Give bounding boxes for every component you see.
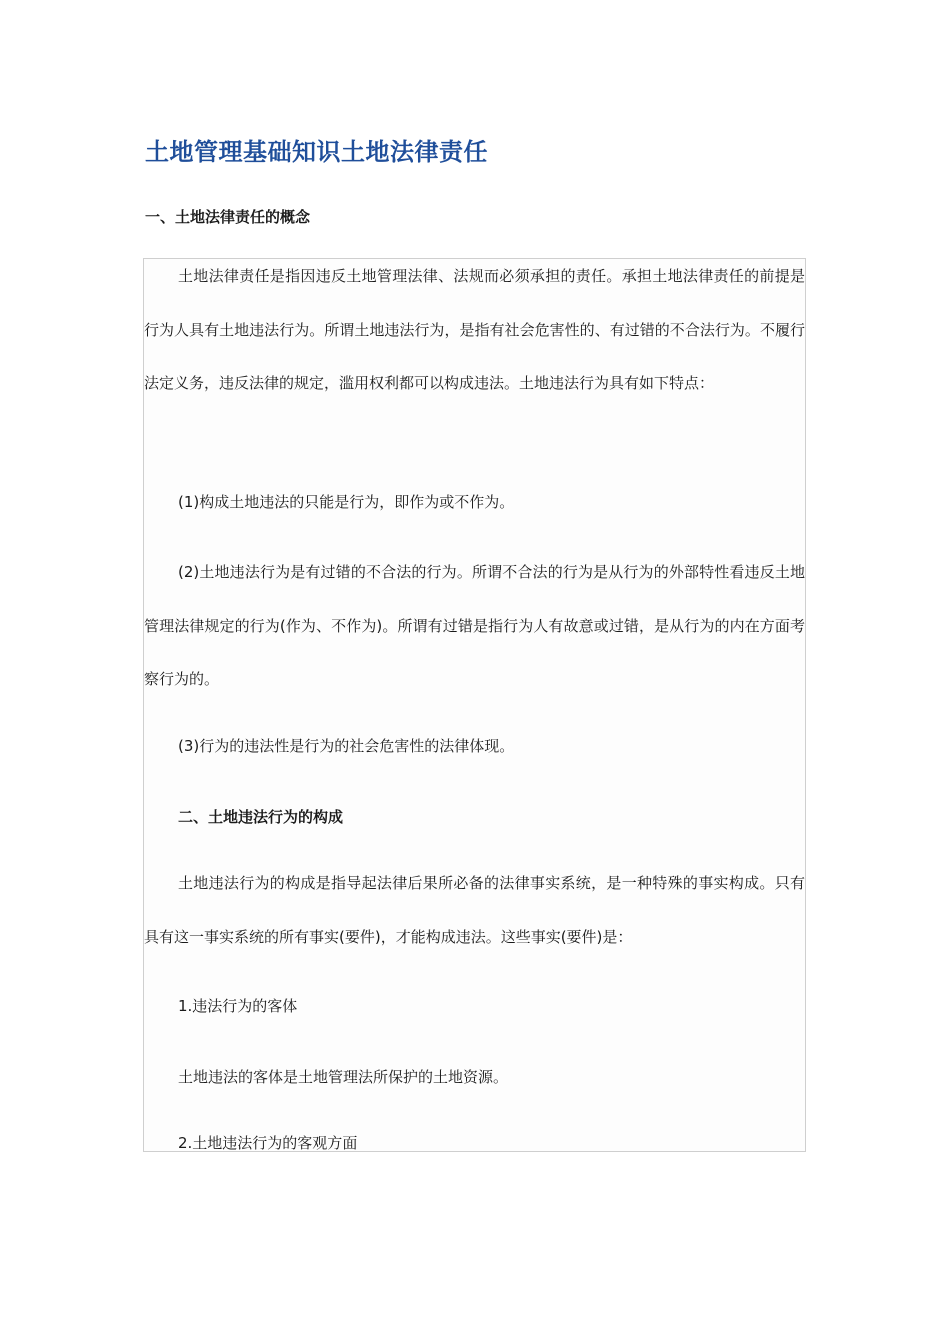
section-heading-concept: 一、土地法律责任的概念 — [145, 208, 311, 226]
item-heading-object: 1.违法行为的客体 — [178, 997, 298, 1015]
paragraph-definition: 土地法律责任是指因违反土地管理法律、法规而必须承担的责任。承担土地法律责任的前提是行为人具有土地违法行为。所谓土地违法行为，是指有社会危害性的、有过错的不合法行为。不履行法定义务，违反法律的规定，滥用权利都可以构成违法。土地违法行为具有如下特点： — [144, 267, 805, 392]
paragraph-feature-2: (2)土地违法行为是有过错的不合法的行为。所谓不合法的行为是从行为的外部特性看违反土地管理法律规定的行为(作为、不作为)。所谓有过错是指行为人有故意或过错，是从行为的内在方面考察行为的。 — [144, 563, 805, 688]
paragraph-composition: 土地违法行为的构成是指导起法律后果所必备的法律事实系统，是一种特殊的事实构成。只有具有这一事实系统的所有事实(要件)，才能构成违法。这些事实(要件)是： — [144, 874, 805, 946]
paragraph-feature-1: (1)构成土地违法的只能是行为，即作为或不作为。 — [178, 493, 515, 511]
page-title: 土地管理基础知识土地法律责任 — [145, 137, 488, 166]
paragraph-feature-3: (3)行为的违法性是行为的社会危害性的法律体现。 — [178, 737, 515, 755]
content-box — [143, 258, 806, 1152]
paragraph-object: 土地违法的客体是土地管理法所保护的土地资源。 — [178, 1068, 509, 1086]
section-heading-composition: 二、土地违法行为的构成 — [178, 808, 344, 826]
item-heading-objective-aspect: 2.土地违法行为的客观方面 — [178, 1134, 358, 1152]
